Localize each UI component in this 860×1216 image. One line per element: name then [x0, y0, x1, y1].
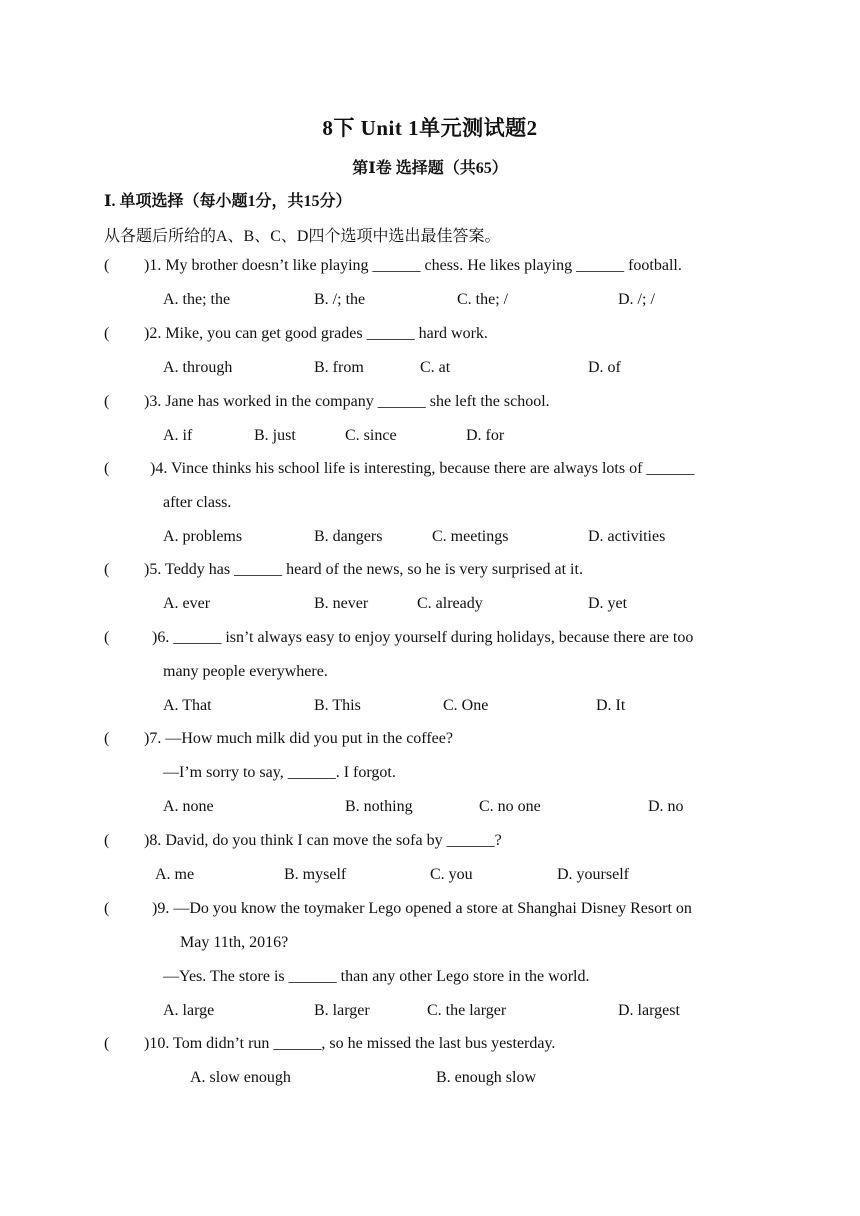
option-a: A. ever [163, 595, 211, 612]
options-row [104, 1061, 760, 1095]
option-b: B. /; the [314, 291, 366, 308]
option-c: C. already [417, 595, 483, 612]
answer-paren: ( [104, 730, 110, 747]
question-text: )5. Teddy has ______ heard of the news, so he is very surprised at it. [144, 561, 583, 578]
option-b: B. nothing [345, 798, 413, 815]
answer-paren: ( [104, 561, 110, 578]
paper-subtitle: 第Ⅰ卷 选择题（共65） [352, 160, 508, 177]
options-row [104, 689, 760, 723]
answer-paren: ( [104, 900, 110, 917]
option-d: D. yourself [557, 866, 629, 883]
option-b: B. This [314, 697, 361, 714]
option-c: C. at [420, 359, 451, 376]
option-c: C. since [345, 427, 397, 444]
question-7 [104, 722, 760, 824]
section-instruction: 从各题后所给的A、B、C、D四个选项中选出最佳答案。 [104, 228, 501, 245]
question-text: )8. David, do you think I can move the sofa by ______? [144, 832, 502, 849]
options-row [104, 351, 760, 385]
options-row [104, 419, 760, 453]
question-text: )4. Vince thinks his school life is interesting, because there are always lots of ______ [150, 460, 695, 477]
question-continuation: many people everywhere. [163, 663, 328, 680]
options-row [104, 790, 760, 824]
question-continuation-2: —Yes. The store is ______ than any other Lego store in the world. [163, 968, 590, 985]
question-2 [104, 317, 760, 385]
option-c: C. you [430, 866, 473, 883]
option-d: D. no [648, 798, 684, 815]
answer-paren: ( [104, 325, 110, 342]
option-d: D. largest [618, 1002, 680, 1019]
answer-paren: ( [104, 393, 110, 410]
option-a: A. if [163, 427, 193, 444]
question-9 [104, 892, 760, 1028]
options-row [104, 587, 760, 621]
section-heading: Ⅰ. 单项选择（每小题1分，共15分） [104, 193, 352, 210]
question-4 [104, 452, 760, 554]
question-continuation: May 11th, 2016? [180, 934, 289, 951]
question-10 [104, 1027, 760, 1095]
option-b: B. just [254, 427, 296, 444]
option-d: D. activities [588, 528, 666, 545]
option-d: D. of [588, 359, 621, 376]
option-b: B. from [314, 359, 364, 376]
options-row [104, 858, 760, 892]
options-row [104, 283, 760, 317]
question-text: )6. ______ isn’t always easy to enjoy yourself during holidays, because there are too [152, 629, 694, 646]
options-row [104, 994, 760, 1028]
option-a: A. problems [163, 528, 243, 545]
option-a: A. large [163, 1002, 215, 1019]
option-b: B. larger [314, 1002, 370, 1019]
option-b: B. dangers [314, 528, 383, 545]
question-3 [104, 385, 760, 453]
question-6 [104, 621, 760, 723]
answer-paren: ( [104, 629, 110, 646]
option-d: D. /; / [618, 291, 655, 308]
question-text: )3. Jane has worked in the company ______ she left the school. [144, 393, 550, 410]
option-c: C. One [443, 697, 489, 714]
option-b: B. myself [284, 866, 347, 883]
question-continuation: —I’m sorry to say, ______. I forgot. [163, 764, 396, 781]
question-5 [104, 553, 760, 621]
option-d: D. yet [588, 595, 628, 612]
question-1 [104, 249, 760, 317]
question-continuation: after class. [163, 494, 232, 511]
option-b: B. enough slow [436, 1069, 536, 1086]
question-text: )2. Mike, you can get good grades ______ hard work. [144, 325, 488, 342]
option-c: C. no one [479, 798, 541, 815]
option-a: A. none [163, 798, 214, 815]
option-c: C. the; / [457, 291, 509, 308]
answer-paren: ( [104, 1035, 110, 1052]
option-c: C. meetings [432, 528, 509, 545]
options-row [104, 520, 760, 554]
option-a: A. through [163, 359, 233, 376]
answer-paren: ( [104, 460, 110, 477]
option-b: B. never [314, 595, 369, 612]
option-a: A. That [163, 697, 212, 714]
option-a: A. me [155, 866, 195, 883]
option-d: D. It [596, 697, 626, 714]
page-title: 8下 Unit 1单元测试题2 [322, 116, 538, 140]
option-a: A. slow enough [190, 1069, 291, 1086]
question-text: )10. Tom didn’t run ______, so he missed the last bus yesterday. [144, 1035, 556, 1052]
question-text: )9. —Do you know the toymaker Lego opened a store at Shanghai Disney Resort on [152, 900, 692, 917]
question-text: )1. My brother doesn’t like playing ______ chess. He likes playing ______ football. [144, 257, 682, 274]
answer-paren: ( [104, 832, 110, 849]
option-d: D. for [466, 427, 505, 444]
option-a: A. the; the [163, 291, 231, 308]
answer-paren: ( [104, 257, 110, 274]
option-c: C. the larger [427, 1002, 507, 1019]
question-8 [104, 824, 760, 892]
question-text: )7. —How much milk did you put in the coffee? [144, 730, 453, 747]
